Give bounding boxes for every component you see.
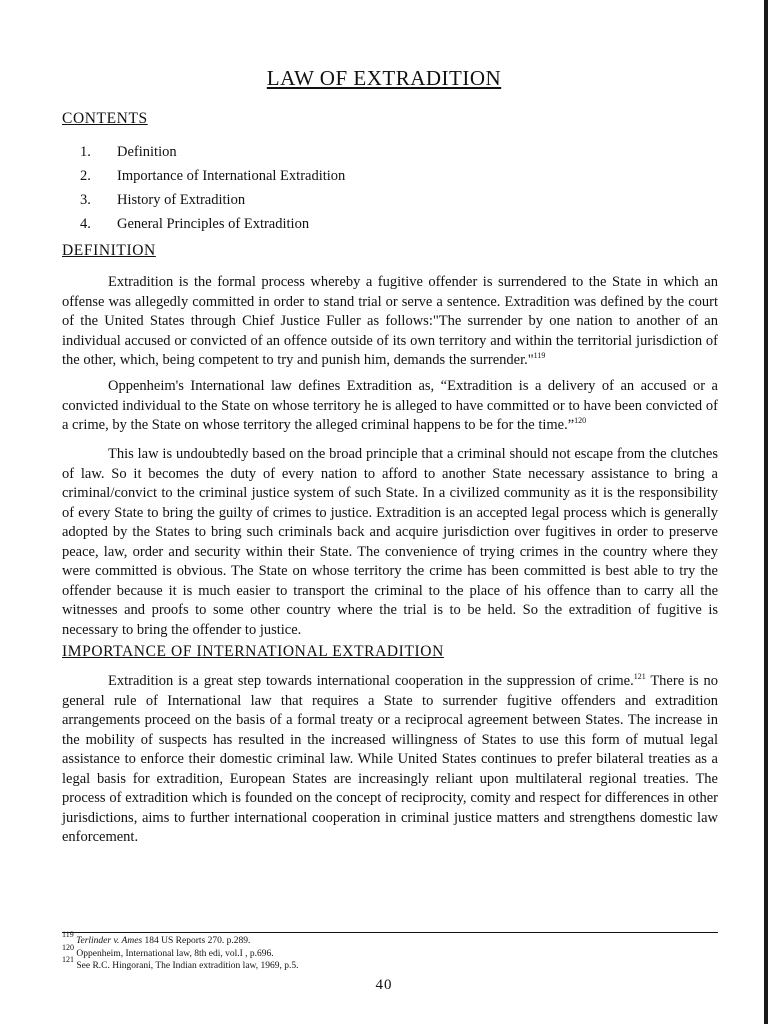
footnote-text: See R.C. Hingorani, The Indian extradition law, 1969, p.5. [76, 961, 299, 971]
footnotes [62, 930, 299, 973]
contents-item-label: Importance of International Extradition [117, 168, 346, 184]
definition-paragraph-3-text: This law is undoubtedly based on the broad principle that a criminal should not escape from the clutches of law. So it becomes the duty of every nation to afford to another State necessary assistance to bring a criminal/convict to the criminal justice system of such State. In a civilized community as it is the responsibility of every State to bring the guilty of crimes to justice. Extradition is an accepted legal process which is generally adopted by the States to bring such criminals back and acquire jurisdiction over fugitives in order to preserve peace, law, order and security within their State. The convenience of trying crimes in the country where they were committed is obvious. The State on whose territory the crime has been committed is best able to try the offender because it is much easier to transport the criminal to the place of his offence than to carry all the witnesses and proofs to some other country where the trial is to be held. So the extradition of fugitive is necessary to bring the offender to justice. [62, 446, 718, 638]
footnote [62, 955, 299, 973]
definition-paragraph-1 [62, 273, 718, 371]
footnote-case-name: Terlinder v. Ames [76, 936, 143, 946]
footnote-divider [62, 932, 718, 933]
footnote-number: 120 [62, 942, 74, 952]
contents-item [80, 164, 345, 188]
definition-heading: DEFINITION [62, 242, 156, 259]
definition-paragraph-3 [62, 445, 718, 640]
contents-item-label: History of Extradition [117, 192, 246, 208]
definition-paragraph-2 [62, 377, 718, 436]
page-number: 40 [375, 977, 393, 993]
footnote [62, 930, 299, 948]
contents-item-label: Definition [117, 144, 177, 160]
footnote-number: 121 [62, 955, 74, 964]
scan-edge-line [764, 0, 768, 1024]
page-title: LAW OF EXTRADITION [266, 66, 502, 90]
footnote-text: 184 US Reports 270. p.289. [142, 936, 251, 946]
contents-item-label: General Principles of Extradition [117, 216, 310, 232]
contents-item [80, 188, 345, 212]
footnote-text: Oppenheim, International law, 8th edi, vol.I , p.696. [76, 948, 274, 959]
importance-heading: IMPORTANCE OF INTERNATIONAL EXTRADITION [62, 643, 444, 660]
footnote-ref: 119 [533, 351, 546, 360]
contents-item-number: 2. [80, 168, 91, 184]
importance-paragraph-text-b: There is no general rule of International law that requires a State to surrender fugitive offenders and extradition arrangements proceed on the basis of a formal treaty or a reciprocal agreement between States. The increase in the mobility of suspects has resulted in the increased willingness of States to use this form of mutual legal assistance to enforce their domestic criminal law. While United States continues to prefer bilateral treaties as a legal basis for extradition, European States are increasingly reliant upon multilateral regional treaties. The process of extradition which is founded on the concept of reciprocity, comity and respect for differences in other jurisdictions, aims to further international cooperation in criminal justice matters and strengthens domestic law enforcement. [62, 673, 719, 845]
footnote [62, 942, 299, 961]
footnote-ref: 120 [574, 416, 587, 425]
importance-paragraph-text-a: Extradition is a great step towards international cooperation in the suppression of crime. [108, 673, 634, 689]
contents-item-number: 4. [80, 216, 91, 232]
importance-paragraph [62, 672, 718, 848]
contents-item-number: 3. [80, 192, 91, 208]
definition-paragraph-2-text: Oppenheim's International law defines Extradition as, “Extradition is a delivery of an accused or a convicted individual to the State on whose territory he is alleged to have committed or to have been convicted of a crime, by the State on whose territory the alleged criminal happens to be for the time.” [62, 378, 718, 433]
contents-item [80, 140, 345, 164]
footnote-ref: 121 [633, 672, 646, 681]
definition-paragraph-1-text: Extradition is the formal process whereby a fugitive offender is surrendered to the State in which an offense was allegedly committed in order to stand trial or serve a sentence. Extradition was defined by the court of the United States through Chief Justice Fuller as follows:"The surrender by one nation to another of an individual accused or convicted of an offence outside of its own territory and within the territorial jurisdiction of the other, which, being competent to try and punish him, demands the surrender." [62, 274, 718, 368]
contents-item-number: 1. [80, 144, 91, 160]
contents-item [80, 212, 345, 236]
contents-heading: CONTENTS [62, 110, 148, 127]
footnote-number: 119 [62, 930, 74, 939]
contents-list [80, 140, 345, 236]
